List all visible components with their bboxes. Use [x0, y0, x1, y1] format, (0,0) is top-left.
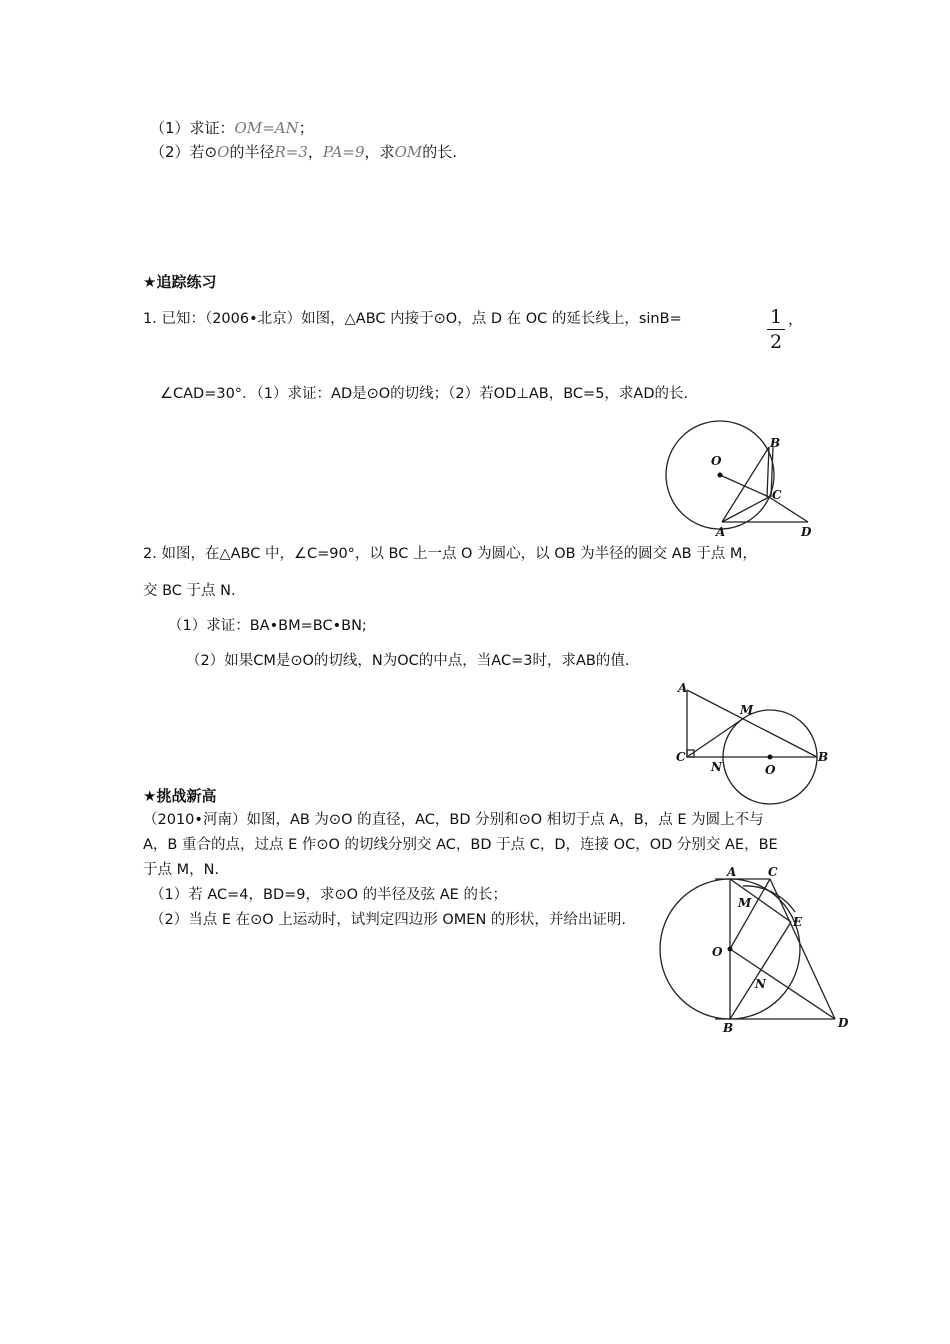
fig2-label-C: C [676, 750, 686, 764]
figure-2-right-triangle-circle [672, 682, 832, 782]
problem-2-line-4: （2）如果CM是⊙O的切线，N为OC的中点，当AC=3时，求AB的值. [186, 653, 630, 669]
prev-question-2: （2）若⊙O的半径R=3，PA=9，求OM的长. [150, 143, 457, 161]
fig3-label-C: C [768, 865, 778, 879]
tracking-heading: ★追踪练习 [143, 273, 217, 291]
fraction-denominator: 2 [769, 331, 783, 353]
problem-2-line-1: 2. 如图，在△ABC 中，∠C=90°，以 BC 上一点 O 为圆心，以 OB 为半径的圆交 AB 于点 M， [143, 546, 757, 562]
fig3-label-A: A [727, 865, 737, 879]
figure-3-tangent-trapezoid [655, 864, 855, 1039]
problem-2-line-2: 交 BC 于点 N. [143, 583, 236, 599]
fraction-one-half [765, 306, 787, 353]
challenge-line-5: （2）当点 E 在⊙O 上运动时，试判定四边形 OMEN 的形状，并给出证明. [150, 912, 627, 928]
fig2-label-M: M [740, 703, 754, 717]
fraction-numerator: 1 [769, 306, 783, 328]
fig1-label-D: D [801, 525, 812, 539]
fig2-center-dot [768, 755, 773, 760]
problem-1-line-2: ∠CAD=30°．（1）求证：AD是⊙O的切线；（2）若OD⊥AB，BC=5，求AD的长. [160, 386, 689, 402]
challenge-line-2: A，B 重合的点，过点 E 作⊙O 的切线分别交 AC，BD 于点 C，D，连接 OC，OD 分别交 AE，BE [143, 837, 778, 853]
fig2-segment-CM [687, 718, 744, 757]
problem-1-line-1: 1. 已知：（2006•北京）如图，△ABC 内接于⊙O，点 D 在 OC 的延长线上，sinB= [143, 311, 682, 327]
fig3-label-N: N [755, 977, 766, 991]
fig2-label-N: N [711, 760, 722, 774]
prev-question-1: （1）求证：OM=AN； [150, 119, 314, 137]
fig3-label-E: E [793, 915, 803, 929]
problem-2-line-3: （1）求证：BA•BM=BC•BN; [168, 618, 367, 634]
fig1-label-C: C [772, 488, 782, 502]
fig3-label-B: B [723, 1021, 734, 1035]
fig1-segment-BC [767, 447, 769, 497]
fig1-center-dot [718, 473, 723, 478]
figure-1-circle-tangent [660, 414, 820, 539]
fig3-label-O: O [712, 945, 723, 959]
fig2-label-B: B [818, 750, 829, 764]
fig1-segment-AB [722, 447, 769, 522]
fig2-segment-AB [687, 690, 817, 757]
challenge-line-3: 于点 M，N. [143, 862, 220, 878]
challenge-heading: ★挑战新高 [143, 787, 217, 805]
fig2-label-A: A [678, 681, 688, 695]
fraction-bar [767, 329, 785, 330]
fig3-label-D: D [838, 1016, 849, 1030]
fig3-label-M: M [738, 896, 752, 910]
fig1-label-B: B [770, 436, 781, 450]
fig3-chord-BE [730, 922, 791, 1019]
fig3-center-dot [728, 947, 733, 952]
fig2-label-O: O [765, 763, 776, 777]
fig1-label-A: A [716, 525, 726, 539]
problem-1-comma: ， [788, 310, 804, 328]
challenge-line-4: （1）若 AC=4，BD=9，求⊙O 的半径及弦 AE 的长； [150, 887, 507, 903]
challenge-line-1: （2010•河南）如图，AB 为⊙O 的直径，AC，BD 分别和⊙O 相切于点 A，B，点 E 为圆上不与 [143, 812, 764, 828]
fig1-label-O: O [711, 454, 722, 468]
